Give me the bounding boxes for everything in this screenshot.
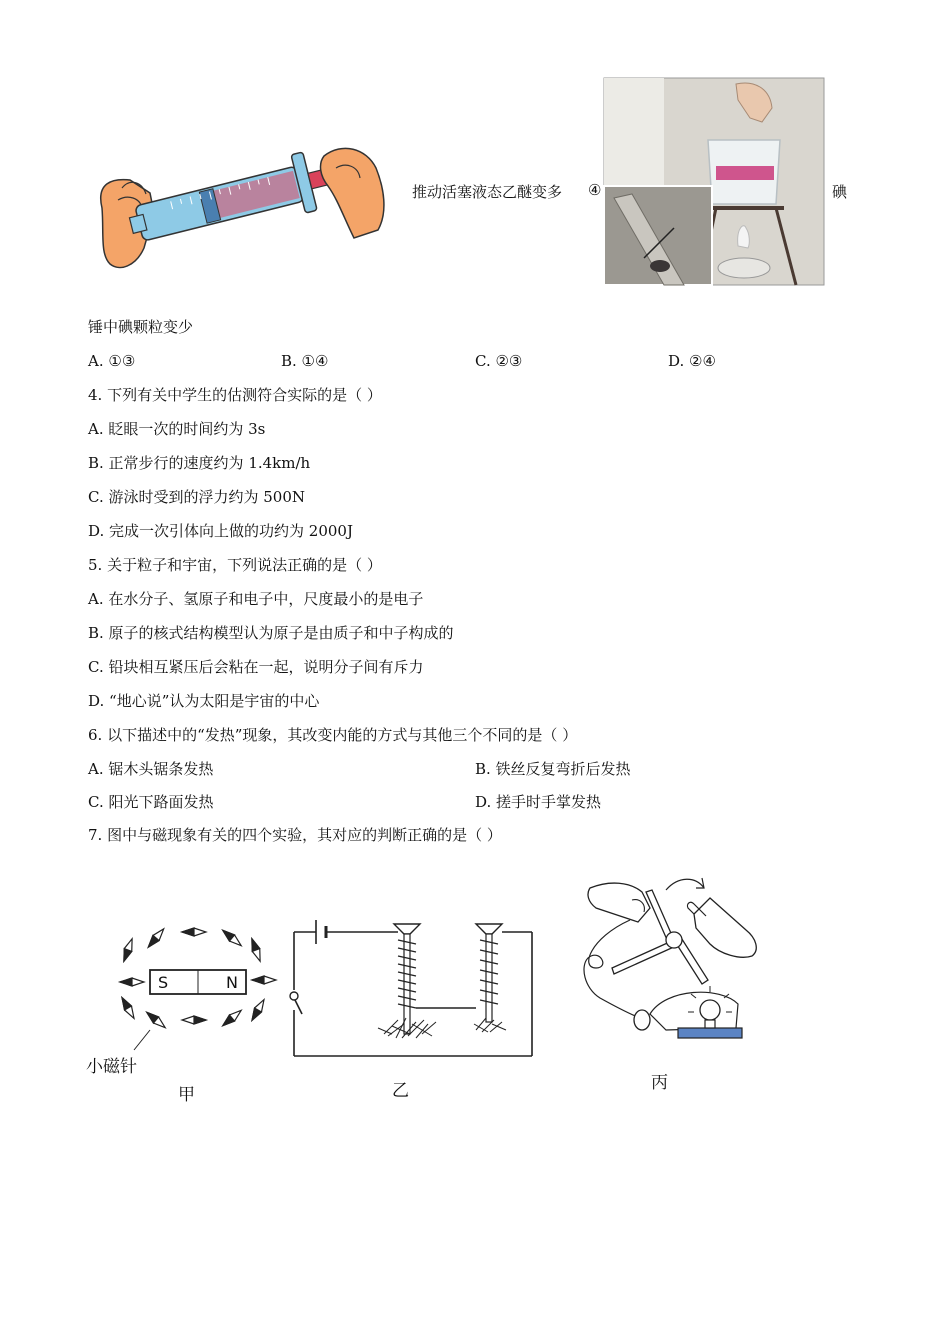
small-needle-label: 小磁针 (86, 1057, 137, 1077)
syringe-figure (92, 138, 392, 278)
q4-option-a[interactable]: A. 眨眼一次的时间约为 3s (88, 420, 266, 438)
q3-option-a[interactable]: A. ①③ (88, 352, 136, 370)
q3-option-b[interactable]: B. ①④ (281, 352, 329, 370)
right-nail-coil (474, 924, 506, 1032)
q6-option-b[interactable]: B. 铁丝反复弯折后发热 (475, 760, 631, 778)
magnet-n-label: N (226, 973, 238, 992)
q5-option-c[interactable]: C. 铅块相互紧压后会粘在一起，说明分子间有斥力 (88, 658, 424, 676)
q3-option-c[interactable]: C. ②③ (475, 352, 523, 370)
figure-bing-label: 丙 (651, 1073, 668, 1093)
figure-yi-label: 乙 (392, 1081, 409, 1101)
right-hand (321, 148, 384, 238)
q7-stem: 7. 图中与磁现象有关的四个实验，其对应的判断正确的是（ ） (88, 826, 502, 844)
q6-option-d[interactable]: D. 搓手时手掌发热 (475, 793, 602, 811)
fig4-marker: ④ (588, 181, 602, 199)
iodine-photo (604, 78, 824, 285)
q5-stem: 5. 关于粒子和宇宙，下列说法正确的是（ ） (88, 556, 382, 574)
q6-stem: 6. 以下描述中的“发热”现象，其改变内能的方式与其他三个不同的是（ ） (88, 726, 578, 744)
fig3-caption: 推动活塞液态乙醚变多 (412, 183, 563, 201)
bulb-board (678, 1028, 742, 1038)
q3-continuation: 锤中碘颗粒变少 (88, 318, 194, 336)
fig4-caption-tail: 碘 (832, 183, 848, 201)
q6-option-a[interactable]: A. 锯木头锯条发热 (88, 760, 214, 778)
q3-option-d[interactable]: D. ②④ (668, 352, 716, 370)
figure-jia-magnet (88, 920, 288, 1070)
q6-option-c[interactable]: C. 阳光下路面发热 (88, 793, 214, 811)
q5-option-d[interactable]: D. “地心说”认为太阳是宇宙的中心 (88, 692, 320, 710)
figure-yi-circuit (288, 910, 538, 1060)
figure-jia-label: 甲 (178, 1085, 195, 1105)
q5-option-a[interactable]: A. 在水分子、氢原子和电子中，尺度最小的是电子 (88, 590, 424, 608)
q5-option-b[interactable]: B. 原子的核式结构模型认为原子是由质子和中子构成的 (88, 624, 454, 642)
figure-bing-generator (570, 868, 770, 1058)
magnet-s-label: S (158, 973, 169, 992)
left-nail-coil (378, 924, 436, 1038)
q4-option-b[interactable]: B. 正常步行的速度约为 1.4km/h (88, 454, 311, 472)
q4-option-c[interactable]: C. 游泳时受到的浮力约为 500N (88, 488, 306, 506)
q4-option-d[interactable]: D. 完成一次引体向上做的功约为 2000J (88, 522, 353, 540)
q4-stem: 4. 下列有关中学生的估测符合实际的是（ ） (88, 386, 382, 404)
